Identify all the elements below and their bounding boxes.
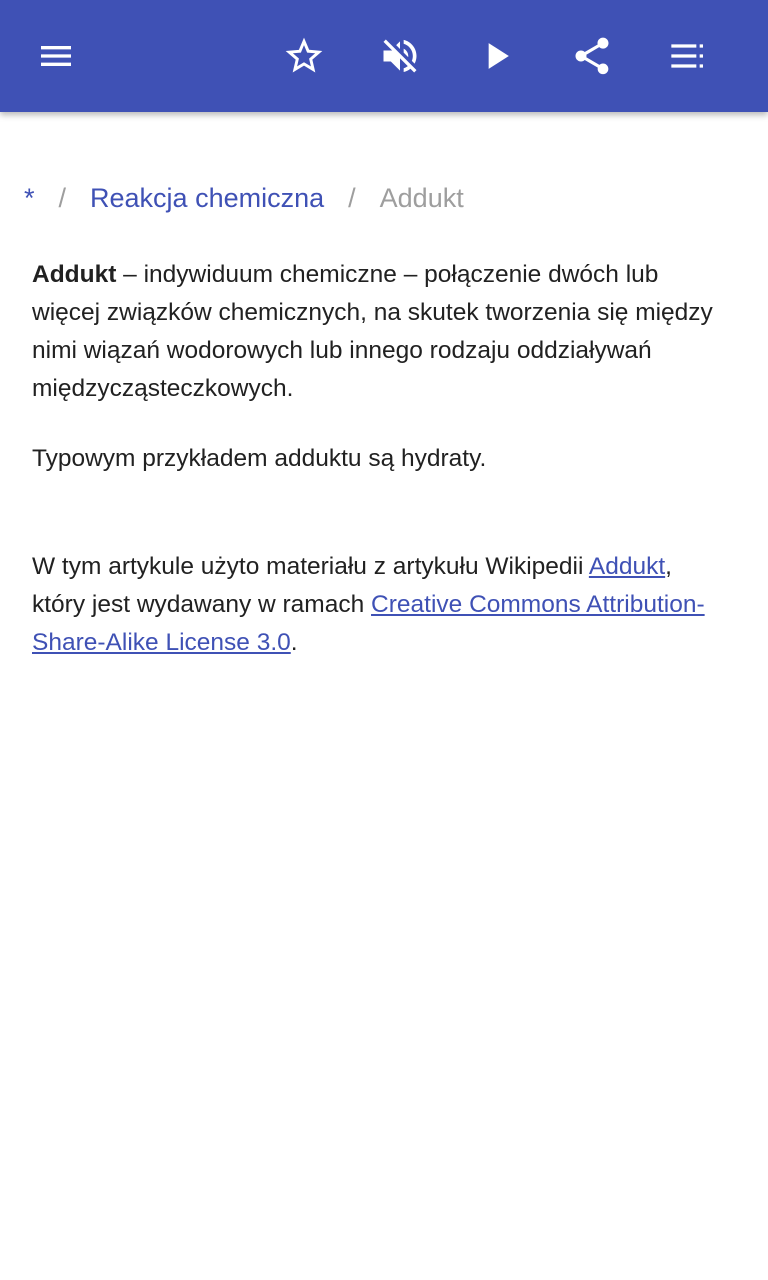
contents-button[interactable] [656, 24, 720, 88]
article-body [32, 256, 722, 662]
article-definition: – indywiduum chemiczne – połączenie dwóch lub więcej związków chemicznych, na skutek tworzenia się między nimi wiązań wodorowych lub innego rodzaju oddziaływań międzycząsteczkowych. [32, 261, 713, 402]
play-button[interactable] [464, 24, 528, 88]
menu-icon [36, 36, 76, 76]
definition-paragraph [32, 256, 722, 408]
license-link[interactable]: Creative Commons Attribution-Share-Alike License 3.0 [32, 591, 705, 656]
attribution-prefix: W tym artykule użyto materiału z artykułu Wikipedii [32, 553, 589, 580]
breadcrumb-parent[interactable]: Reakcja chemiczna [90, 183, 325, 213]
volume-off-icon [378, 34, 422, 78]
playlist-icon [668, 36, 708, 76]
breadcrumb-separator: / [348, 183, 356, 213]
source-article-link[interactable]: Addukt [588, 553, 666, 580]
attribution-middle: , który jest wydawany w ramach [32, 553, 672, 618]
attribution-suffix: . [290, 629, 298, 656]
play-icon [474, 34, 518, 78]
article-term: Addukt [32, 261, 117, 288]
app-toolbar [0, 0, 768, 112]
share-icon [570, 34, 614, 78]
attribution-paragraph [32, 548, 722, 662]
breadcrumb-current: Addukt [379, 183, 464, 213]
favorite-button[interactable] [272, 24, 336, 88]
menu-button[interactable] [24, 24, 88, 88]
breadcrumb-root[interactable]: * [24, 183, 35, 213]
star-outline-icon [282, 34, 326, 78]
example-paragraph: Typowym przykładem adduktu są hydraty. [32, 445, 487, 472]
breadcrumb-separator: / [58, 183, 67, 213]
share-button[interactable] [560, 24, 624, 88]
mute-button[interactable] [368, 24, 432, 88]
breadcrumb [24, 180, 464, 216]
